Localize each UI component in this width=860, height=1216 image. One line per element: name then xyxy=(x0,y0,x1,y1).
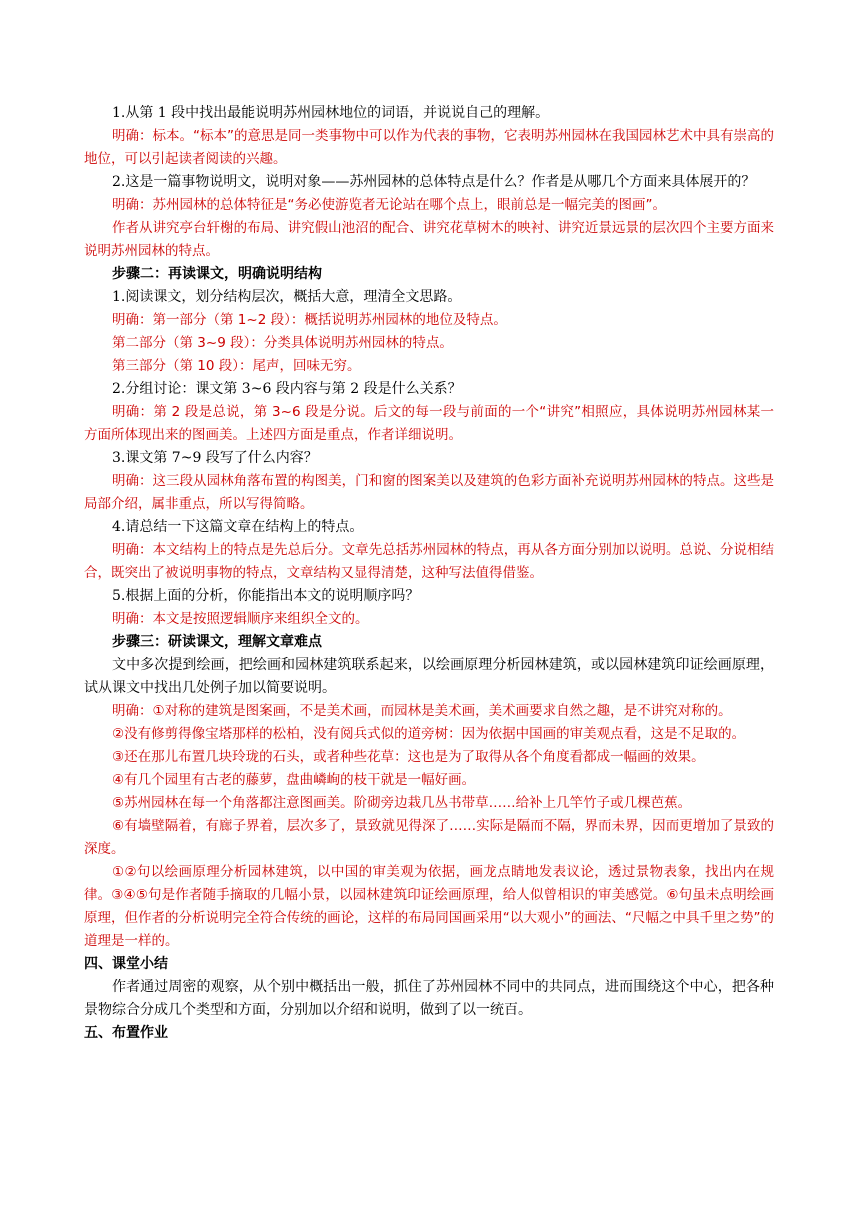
question-paragraph: 5.根据上面的分析，你能指出本文的说明顺序吗？ xyxy=(112,588,420,604)
answer-paragraph: 明确：第 2 段是总说，第 3~6 段是分说。后文的每一段与前面的一个“讲究”相照应，具体说明苏州园林某一方面所体现出来的图画美。上述四方面是重点，作者详细说明。 xyxy=(84,404,774,443)
answer-paragraph: 明确：本文结构上的特点是先总后分。文章先总括苏州园林的特点，再从各方面分别加以说明。总说、分说相结合，既突出了被说明事物的特点，文章结构又显得清楚，这种写法值得借鉴。 xyxy=(84,542,774,581)
section-heading: 四、课堂小结 xyxy=(84,956,168,972)
answer-paragraph: 作者从讲究亭台轩榭的布局、讲究假山池沼的配合、讲究花草树木的映衬、讲究近景远景的层次四个主要方面来说明苏州园林的特点。 xyxy=(84,220,774,259)
document-body xyxy=(84,102,774,1045)
answer-paragraph: ⑥有墙壁隔着，有廊子界着，层次多了，景致就见得深了……实际是隔而不隔，界而未界，因而更增加了景致的深度。 xyxy=(84,818,774,857)
question-paragraph: 3.课文第 7~9 段写了什么内容？ xyxy=(112,450,318,466)
answer-paragraph: 明确：标本。“标本”的意思是同一类事物中可以作为代表的事物，它表明苏州园林在我国园林艺术中具有崇高的地位，可以引起读者阅读的兴趣。 xyxy=(84,128,774,167)
question-paragraph: 2.分组讨论：课文第 3~6 段内容与第 2 段是什么关系？ xyxy=(112,381,462,397)
answer-paragraph: ②没有修剪得像宝塔那样的松柏，没有阅兵式似的道旁树：因为依据中国画的审美观点看，这是不足取的。 xyxy=(112,726,746,742)
answer-paragraph: 明确：①对称的建筑是图案画，不是美术画，而园林是美术画，美术画要求自然之趣，是不讲究对称的。 xyxy=(112,703,732,719)
question-paragraph: 2.这是一篇事物说明文，说明对象——苏州园林的总体特点是什么？作者是从哪几个方面来具体展开的？ xyxy=(112,174,756,190)
question-paragraph: 4.请总结一下这篇文章在结构上的特点。 xyxy=(112,519,364,535)
section-heading: 五、布置作业 xyxy=(84,1025,168,1041)
answer-paragraph: 明确：这三段从园林角落布置的构图美，门和窗的图案美以及建筑的色彩方面补充说明苏州园林的特点。这些是局部介绍，属非重点，所以写得简略。 xyxy=(84,473,774,512)
answer-paragraph: ①②句以绘画原理分析园林建筑，以中国的审美观为依据，画龙点睛地发表议论，透过景物表象，找出内在规律。③④⑤句是作者随手摘取的几幅小景，以园林建筑印证绘画原理，给人似曾相识的审美感觉。⑥句虽未点明绘画原理，但作者的分析说明完全符合传统的画论，这样的布局同国画采用“以大观小”的画法、“尺幅之中具千里之势”的道理是一样的。 xyxy=(84,864,774,949)
question-paragraph: 1.从第 1 段中找出最能说明苏州园林地位的词语，并说说自己的理解。 xyxy=(112,105,550,121)
answer-paragraph: 明确：第一部分（第 1~2 段）：概括说明苏州园林的地位及特点。 xyxy=(112,312,507,328)
section-heading: 步骤三：研读课文，理解文章难点 xyxy=(112,634,322,650)
answer-paragraph: 明确：本文是按照逻辑顺序来组织全文的。 xyxy=(112,611,369,627)
question-paragraph: 文中多次提到绘画，把绘画和园林建筑联系起来，以绘画原理分析园林建筑，或以园林建筑印证绘画原理，试从课文中找出几处例子加以简要说明。 xyxy=(84,657,774,696)
answer-paragraph: ④有几个园里有古老的藤萝，盘曲嶙峋的枝干就是一幅好画。 xyxy=(112,772,476,788)
question-paragraph: 作者通过周密的观察，从个别中概括出一般，抓住了苏州园林不同中的共同点，进而围绕这个中心，把各种景物综合分成几个类型和方面，分别加以介绍和说明，做到了以一统百。 xyxy=(84,979,774,1018)
answer-paragraph: ⑤苏州园林在每一个角落都注意图画美。阶砌旁边栽几丛书带草……给补上几竿竹子或几棵芭蕉。 xyxy=(112,795,692,811)
answer-paragraph: 第三部分（第 10 段）：尾声，回味无穷。 xyxy=(112,358,361,374)
section-heading: 步骤二：再读课文，明确说明结构 xyxy=(112,266,322,282)
question-paragraph: 1.阅读课文，划分结构层次，概括大意，理清全文思路。 xyxy=(112,289,462,305)
answer-paragraph: 第二部分（第 3~9 段）：分类具体说明苏州园林的特点。 xyxy=(112,335,453,351)
answer-paragraph: 明确：苏州园林的总体特征是“务必使游览者无论站在哪个点上，眼前总是一幅完美的图画”。 xyxy=(112,197,666,213)
answer-paragraph: ③还在那儿布置几块玲珑的石头，或者种些花草：这也是为了取得从各个角度看都成一幅画的效果。 xyxy=(112,749,705,765)
